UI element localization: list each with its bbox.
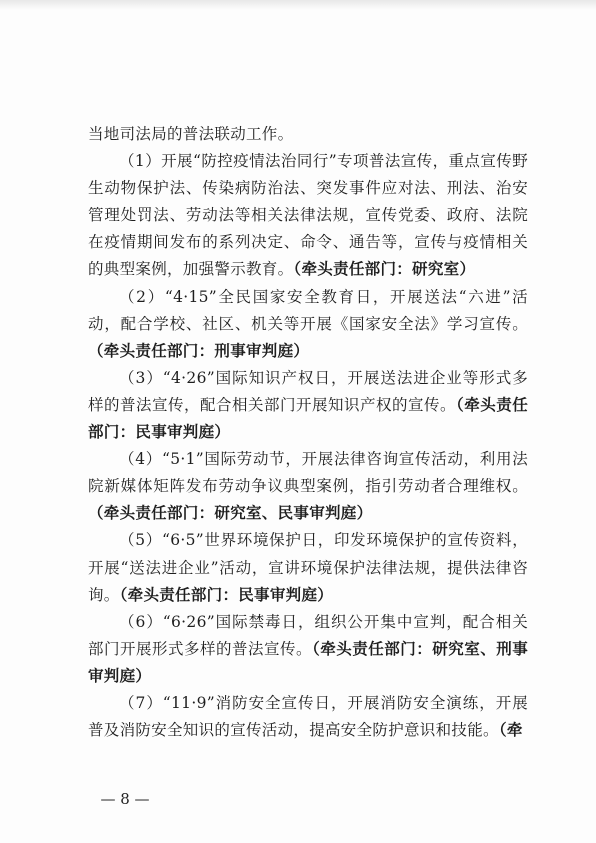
paragraph-item-4 — [88, 446, 528, 527]
paragraph-text: （4）“5·1”国际劳动节，开展法律咨询宣传活动，利用法院新媒体矩阵发布劳动争议典型案例，指引劳动者合理维权。 — [88, 450, 528, 496]
responsible-department: （牵头责任部门：民事审判庭） — [88, 395, 528, 442]
paragraph-item-5 — [88, 527, 528, 608]
paragraph-text: （2）“4·15”全民国家安全教育日，开展送法“六进”活动，配合学校、社区、机关等开展《国家安全法》学习宣传。 — [88, 287, 528, 333]
paragraph-text: （5）“6·5”世界环境保护日，印发环境保护的宣传资料，开展“送法进企业”活动，宣讲环境保护法律法规，提供法律咨询。 — [88, 531, 528, 604]
page-number: — 8 — — [100, 790, 150, 808]
paragraph-text: （7）“11·9”消防安全宣传日，开展消防安全演练，开展普及消防安全知识的宣传活动，提高安全防护意识和技能。 — [88, 693, 528, 740]
paragraph-item-3 — [88, 365, 528, 446]
scan-edge — [0, 0, 596, 10]
paragraph-item-2 — [88, 284, 528, 365]
responsible-department: （牵头责任部门：研究室、刑事审判庭） — [88, 639, 529, 685]
paragraph-item-1 — [88, 148, 528, 283]
responsible-department: （牵头责任部门：研究室、民事审判庭） — [88, 504, 373, 523]
responsible-department: （牵头责任部门：刑事审判庭） — [88, 341, 310, 360]
paragraph-text: 当地司法局的普法联动工作。 — [88, 125, 294, 143]
paragraph-item-7 — [88, 690, 528, 744]
paragraph-text: （1）开展“防控疫情法治同行”专项普法宣传，重点宣传野生动物保护法、传染病防治法、突发事件应对法、刑法、治安管理处罚法、劳动法等相关法律法规，宣传党委、政府、法院在疫情期间发布的系列决定、命令、通告等，宣传与疫情相关的典型案例，加强警示教育。 — [88, 152, 528, 279]
paragraph-text: （3）“4·26”国际知识产权日，开展送法进企业等形式多样的普法宣传，配合相关部门开展知识产权的宣传。 — [88, 368, 528, 414]
paragraph-text: （6）“6·26”国际禁毒日，组织公开集中宣判，配合相关部门开展形式多样的普法宣传。 — [88, 612, 528, 658]
responsible-department: （牵头责任部门：研究室） — [293, 260, 476, 279]
responsible-department: （牵头责任部门：民事审判庭） — [119, 585, 334, 604]
responsible-department: （牵 — [498, 721, 523, 740]
body-text — [88, 121, 528, 744]
paragraph-item-6 — [88, 609, 528, 690]
paragraph-continuation — [88, 121, 528, 148]
